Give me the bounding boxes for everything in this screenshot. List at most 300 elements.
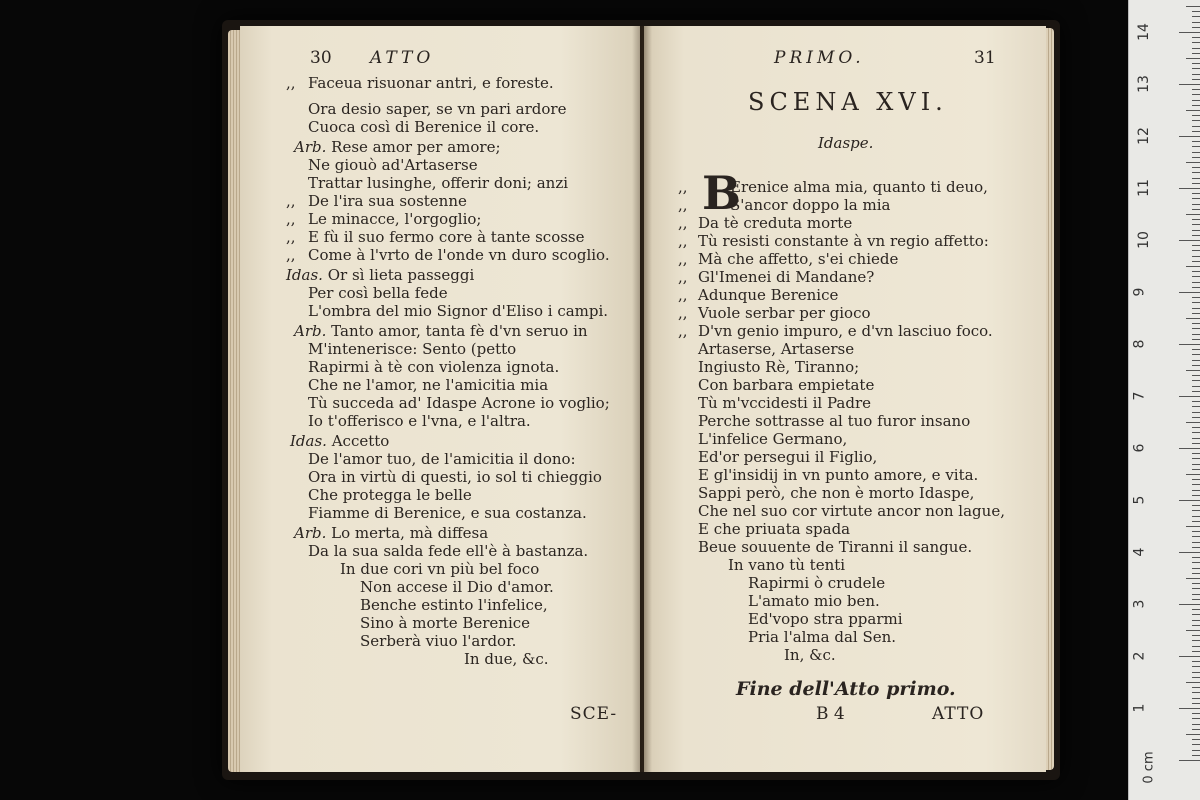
ruler-tick [1192, 401, 1200, 402]
left-verse-line [308, 504, 587, 522]
ruler-number: 11 [1135, 179, 1152, 197]
ruler-tick [1192, 42, 1200, 43]
ruler-number: 10 [1135, 231, 1152, 249]
ruler-tick [1192, 568, 1200, 569]
ruler-tick [1192, 469, 1200, 470]
ruler-tick [1186, 318, 1200, 319]
left-verse-line [308, 156, 478, 174]
ruler-tick [1192, 313, 1200, 314]
right-verse-line [698, 232, 989, 250]
right-catchword: ATTO [932, 704, 985, 724]
ruler-tick [1192, 235, 1200, 236]
ruler-tick [1179, 292, 1200, 293]
right-verse-line [748, 592, 880, 610]
ruler-tick [1192, 625, 1200, 626]
verse-text: Lo merta, mà diffesa [331, 524, 489, 542]
verse-text: E gl'insidij in vn punto amore, e vita. [698, 466, 979, 484]
left-verse-line [340, 560, 539, 578]
left-verse-line [308, 100, 566, 118]
verse-text: In due, &c. [464, 650, 549, 668]
verse-text: Gl'Imenei di Mandane? [698, 268, 875, 286]
ruler-tick [1192, 360, 1200, 361]
left-verse-line [308, 210, 481, 228]
right-line-quote-mark: ,, [678, 214, 688, 232]
right-verse-line [784, 646, 836, 664]
right-verse-line [748, 610, 903, 628]
ruler-tick [1192, 94, 1200, 95]
ruler-tick [1192, 308, 1200, 309]
right-verse-line [698, 322, 993, 340]
right-verse-line [698, 394, 871, 412]
verse-text: Benche estinto l'infelice, [360, 596, 548, 614]
ruler-tick [1192, 542, 1200, 543]
ruler-tick [1192, 412, 1200, 413]
left-page [240, 26, 640, 772]
verse-text: Rapirmi à tè con violenza ignota. [308, 358, 560, 376]
ruler-tick [1192, 583, 1200, 584]
right-line-quote-mark: ,, [678, 232, 688, 250]
ruler-tick [1179, 396, 1200, 397]
ruler-tick [1192, 458, 1200, 459]
right-verse-line [730, 196, 890, 214]
verse-text: In, &c. [784, 646, 836, 664]
ruler-tick [1179, 552, 1200, 553]
left-verse-line [308, 302, 608, 320]
verse-text: Beue souuente de Tiranni il sangue. [698, 538, 973, 556]
ruler-tick [1192, 256, 1200, 257]
ruler-tick [1186, 370, 1200, 371]
verse-text: Ora desio saper, se vn pari ardore [308, 100, 567, 118]
verse-text: Ed'or persegui il Figlio, [698, 448, 878, 466]
ruler-tick [1192, 391, 1200, 392]
verse-text: E fù il suo fermo core à tante scosse [308, 228, 585, 246]
ruler-tick [1192, 729, 1200, 730]
right-page-number: 31 [974, 48, 996, 68]
ruler-tick [1192, 635, 1200, 636]
verse-text: Tù m'vccidesti il Padre [698, 394, 871, 412]
right-verse-line [698, 538, 972, 556]
speaker-abbreviation: Idas. [286, 266, 328, 284]
ruler-tick [1192, 432, 1200, 433]
scene-title: SCENA XVI. [748, 88, 948, 116]
ruler-number: 13 [1135, 75, 1152, 93]
ruler-tick [1192, 724, 1200, 725]
right-verse-line [730, 178, 988, 196]
ruler-tick [1179, 656, 1200, 657]
left-catchword: SCE- [570, 704, 618, 724]
left-verse-line [308, 412, 531, 430]
ruler-tick [1192, 287, 1200, 288]
ruler-number: 2 [1131, 651, 1148, 661]
ruler-tick [1186, 474, 1200, 475]
verse-text: Da tè creduta morte [698, 214, 853, 232]
ruler-tick [1192, 120, 1200, 121]
ruler-tick [1192, 599, 1200, 600]
left-verse-line [308, 340, 516, 358]
right-running-head: PRIMO. [774, 48, 865, 68]
verse-text: In vano tù tenti [728, 556, 846, 574]
ruler-tick [1192, 380, 1200, 381]
ruler-tick [1192, 63, 1200, 64]
ruler-tick [1192, 698, 1200, 699]
ruler-tick [1192, 339, 1200, 340]
left-line-quote-mark: ,, [286, 210, 296, 228]
right-verse-line [698, 250, 898, 268]
ruler-tick [1192, 261, 1200, 262]
left-verse-line [464, 650, 549, 668]
ruler-number: 5 [1131, 495, 1148, 505]
ruler-tick [1192, 271, 1200, 272]
ruler-number: 6 [1131, 443, 1148, 453]
verse-text: Accetto [331, 432, 390, 450]
ruler-number: 12 [1135, 127, 1152, 145]
ruler-tick [1192, 672, 1200, 673]
ruler-number: 14 [1135, 23, 1152, 41]
left-verse-line [308, 468, 602, 486]
ruler-tick [1192, 224, 1200, 225]
left-line-quote-mark: ,, [286, 228, 296, 246]
left-verse-line [308, 228, 585, 246]
ruler-tick [1186, 526, 1200, 527]
left-verse-line [308, 118, 539, 136]
ruler-tick [1192, 547, 1200, 548]
ruler-tick [1179, 708, 1200, 709]
ruler-tick [1192, 126, 1200, 127]
verse-text: D'vn genio impuro, e d'vn lasciuo foco. [698, 322, 993, 340]
ruler-tick [1192, 744, 1200, 745]
verse-text: De l'ira sua sostenne [308, 192, 467, 210]
ruler-tick [1192, 417, 1200, 418]
ruler-tick [1192, 484, 1200, 485]
right-verse-line [728, 556, 845, 574]
verse-text: Fiamme di Berenice, e sua costanza. [308, 504, 587, 522]
ruler-number: 9 [1131, 287, 1148, 297]
ruler-tick [1192, 79, 1200, 80]
ruler-tick [1192, 354, 1200, 355]
ruler-tick [1192, 443, 1200, 444]
ruler-number: 4 [1131, 547, 1148, 557]
left-verse-line [360, 632, 516, 650]
right-verse-line [748, 628, 896, 646]
ruler-tick [1192, 640, 1200, 641]
ruler-tick [1186, 266, 1200, 267]
verse-text: Artaserse, Artaserse [698, 340, 855, 358]
verse-text: Da la sua salda fede ell'è à bastanza. [308, 542, 589, 560]
verse-text: Io t'offerisco e l'vna, e l'altra. [308, 412, 531, 430]
verse-text: Non accese il Dio d'amor. [360, 578, 554, 596]
ruler-tick [1192, 68, 1200, 69]
ruler-tick [1179, 500, 1200, 501]
verse-text: Che ne l'amor, ne l'amicitia mia [308, 376, 549, 394]
ruler-tick [1192, 375, 1200, 376]
right-verse-line [748, 574, 885, 592]
speaker-abbreviation: Arb. [294, 524, 332, 542]
verse-text: Tù resisti constante à vn regio affetto: [698, 232, 989, 250]
left-verse-line [286, 266, 474, 284]
ruler-tick [1186, 58, 1200, 59]
ruler-number: 8 [1131, 339, 1148, 349]
ruler-tick [1186, 682, 1200, 683]
ruler-tick [1192, 22, 1200, 23]
ruler-tick [1192, 427, 1200, 428]
ruler-tick [1192, 677, 1200, 678]
ruler-tick [1192, 230, 1200, 231]
verse-text: S'ancor doppo la mia [730, 196, 891, 214]
verse-text: L'ombra del mio Signor d'Eliso i campi. [308, 302, 609, 320]
ruler-tick [1192, 105, 1200, 106]
ruler-tick [1192, 495, 1200, 496]
verse-text: Per così bella fede [308, 284, 448, 302]
right-line-quote-mark: ,, [678, 322, 688, 340]
ruler-tick [1179, 136, 1200, 137]
ruler-tick [1179, 344, 1200, 345]
right-line-quote-mark: ,, [678, 304, 688, 322]
left-verse-line [308, 394, 610, 412]
right-verse-line [698, 412, 970, 430]
verse-text: L'infelice Germano, [698, 430, 848, 448]
left-verse-line [294, 524, 488, 542]
drop-cap: B [702, 166, 741, 220]
verse-text: Le minacce, l'orgoglio; [308, 210, 482, 228]
right-verse-line [698, 502, 1005, 520]
ruler-tick [1192, 53, 1200, 54]
left-verse-line [360, 578, 554, 596]
ruler-tick [1192, 594, 1200, 595]
ruler-tick [1192, 609, 1200, 610]
ruler-tick [1192, 614, 1200, 615]
ruler-number: 3 [1131, 599, 1148, 609]
right-verse-line [698, 448, 877, 466]
ruler-tick [1192, 620, 1200, 621]
ruler-tick [1192, 27, 1200, 28]
ruler-tick [1192, 198, 1200, 199]
verse-text: Serberà viuo l'ardor. [360, 632, 517, 650]
measuring-ruler [1128, 0, 1200, 800]
ruler-tick [1192, 209, 1200, 210]
ruler-tick [1192, 48, 1200, 49]
ruler-tick [1186, 162, 1200, 163]
verse-text: Che nel suo cor virtute ancor non lague, [698, 502, 1005, 520]
ruler-tick [1179, 84, 1200, 85]
ruler-tick [1192, 516, 1200, 517]
ruler-tick [1192, 692, 1200, 693]
right-verse-line [698, 358, 859, 376]
ruler-tick [1192, 157, 1200, 158]
ruler-tick [1192, 666, 1200, 667]
verse-text: Tù succeda ad' Idaspe Acrone io voglio; [308, 394, 610, 412]
ruler-tick [1192, 750, 1200, 751]
verse-text: In due cori vn più bel foco [340, 560, 540, 578]
left-running-head: ATTO [370, 48, 435, 68]
ruler-tick [1192, 204, 1200, 205]
ruler-tick [1192, 349, 1200, 350]
verse-text: Con barbara empietate [698, 376, 875, 394]
verse-text: E che priuata spada [698, 520, 851, 538]
ruler-tick [1192, 479, 1200, 480]
verse-text: Perche sottrasse al tuo furor insano [698, 412, 971, 430]
ruler-tick [1192, 172, 1200, 173]
verse-text: Come à l'vrto de l'onde vn duro scoglio. [308, 246, 610, 264]
verse-text: Faceua risuonar antri, e foreste. [308, 74, 554, 92]
left-verse-line [308, 358, 559, 376]
ruler-tick [1192, 739, 1200, 740]
ruler-tick [1186, 734, 1200, 735]
verse-text: Cuoca così di Berenice il core. [308, 118, 540, 136]
ruler-tick [1192, 557, 1200, 558]
ruler-tick [1192, 141, 1200, 142]
right-line-quote-mark: ,, [678, 250, 688, 268]
ruler-tick [1192, 646, 1200, 647]
ruler-tick [1192, 250, 1200, 251]
ruler-tick [1186, 578, 1200, 579]
ruler-tick [1192, 510, 1200, 511]
left-verse-line [308, 246, 610, 264]
right-verse-line [698, 430, 847, 448]
verse-text: De l'amor tuo, de l'amicitia il dono: [308, 450, 576, 468]
left-page-number: 30 [310, 48, 332, 68]
verse-text: Trattar lusinghe, offerir doni; anzi [308, 174, 569, 192]
ruler-tick [1192, 406, 1200, 407]
speaker-abbreviation: Arb. [294, 138, 332, 156]
act-end-note: Fine dell'Atto primo. [736, 678, 956, 700]
ruler-tick [1192, 74, 1200, 75]
right-verse-line [698, 376, 874, 394]
ruler-tick [1192, 100, 1200, 101]
verse-text: Vuole serbar per gioco [698, 304, 871, 322]
ruler-number: 7 [1131, 391, 1148, 401]
ruler-tick [1179, 448, 1200, 449]
ruler-tick [1192, 276, 1200, 277]
ruler-tick [1192, 703, 1200, 704]
ruler-tick [1192, 245, 1200, 246]
left-verse-line [308, 174, 568, 192]
ruler-number: 1 [1131, 703, 1148, 713]
left-verse-line [308, 192, 467, 210]
ruler-unit-label: 0 cm [1141, 751, 1157, 784]
verse-text: L'amato mio ben. [748, 592, 880, 610]
ruler-tick [1192, 11, 1200, 12]
left-verse-line [308, 74, 554, 92]
ruler-tick [1192, 37, 1200, 38]
ruler-tick [1192, 573, 1200, 574]
verse-text: Pria l'alma dal Sen. [748, 628, 897, 646]
ruler-tick [1186, 110, 1200, 111]
ruler-tick [1192, 453, 1200, 454]
left-verse-line [294, 138, 501, 156]
ruler-tick [1179, 32, 1200, 33]
left-verse-line [308, 486, 472, 504]
left-line-quote-mark: ,, [286, 192, 296, 210]
ruler-tick [1192, 588, 1200, 589]
left-verse-line [294, 322, 588, 340]
signature-mark: B 4 [816, 704, 845, 724]
ruler-tick [1192, 16, 1200, 17]
ruler-tick [1186, 422, 1200, 423]
left-line-quote-mark: ,, [286, 246, 296, 264]
scene-speaker: Idaspe. [818, 134, 874, 152]
right-verse-line [698, 214, 852, 232]
ruler-tick [1192, 193, 1200, 194]
verse-text: Rese amor per amore; [331, 138, 501, 156]
left-verse-line [360, 614, 530, 632]
left-verse-line [308, 542, 588, 560]
ruler-tick [1192, 464, 1200, 465]
ruler-tick [1192, 328, 1200, 329]
ruler-tick [1192, 661, 1200, 662]
left-verse-line [308, 450, 576, 468]
verse-text: M'intenerisce: Sento (petto [308, 340, 517, 358]
right-line-quote-mark: ,, [678, 196, 688, 214]
verse-text: Tanto amor, tanta fè d'vn seruo in [331, 322, 588, 340]
ruler-tick [1192, 386, 1200, 387]
ruler-tick [1186, 630, 1200, 631]
ruler-tick [1179, 604, 1200, 605]
ruler-tick [1192, 718, 1200, 719]
ruler-tick [1192, 323, 1200, 324]
verse-text: Mà che affetto, s'ei chiede [698, 250, 899, 268]
right-line-quote-mark: ,, [678, 286, 688, 304]
right-verse-line [698, 520, 850, 538]
ruler-tick [1192, 183, 1200, 184]
right-verse-line [698, 268, 874, 286]
left-verse-line [308, 284, 448, 302]
ruler-tick [1192, 178, 1200, 179]
right-verse-line [698, 466, 978, 484]
ruler-tick [1192, 219, 1200, 220]
ruler-tick [1192, 152, 1200, 153]
verse-text: Ed'vopo stra pparmi [748, 610, 903, 628]
verse-text: Ingiusto Rè, Tiranno; [698, 358, 860, 376]
ruler-tick [1192, 713, 1200, 714]
ruler-tick [1192, 334, 1200, 335]
ruler-tick [1192, 505, 1200, 506]
verse-text: Sappi però, che non è morto Idaspe, [698, 484, 975, 502]
verse-text: Sino à morte Berenice [360, 614, 531, 632]
right-verse-line [698, 340, 854, 358]
ruler-tick [1179, 760, 1200, 761]
verse-text: Ne giouò ad'Artaserse [308, 156, 478, 174]
speaker-abbreviation: Arb. [294, 322, 332, 340]
verse-text: Adunque Berenice [698, 286, 839, 304]
ruler-tick [1192, 282, 1200, 283]
left-verse-line [360, 596, 548, 614]
ruler-tick [1192, 89, 1200, 90]
ruler-tick [1192, 531, 1200, 532]
right-verse-line [698, 304, 871, 322]
right-verse-line [698, 286, 838, 304]
ruler-tick [1192, 365, 1200, 366]
speaker-abbreviation: Idas. [290, 432, 332, 450]
verse-text: Che protegga le belle [308, 486, 472, 504]
gutter-shadow [632, 26, 652, 772]
left-line-quote-mark: ,, [286, 74, 296, 92]
ruler-tick [1192, 302, 1200, 303]
right-verse-line [698, 484, 974, 502]
ruler-tick [1192, 536, 1200, 537]
ruler-tick [1192, 438, 1200, 439]
right-line-quote-mark: ,, [678, 268, 688, 286]
ruler-tick [1192, 651, 1200, 652]
verse-text: Or sì lieta passeggi [327, 266, 475, 284]
ruler-tick [1192, 131, 1200, 132]
left-verse-line [290, 432, 389, 450]
ruler-tick [1179, 188, 1200, 189]
ruler-tick [1192, 490, 1200, 491]
ruler-tick [1192, 755, 1200, 756]
ruler-tick [1179, 240, 1200, 241]
ruler-tick [1192, 521, 1200, 522]
verse-text: Erenice alma mia, quanto ti deuo, [730, 178, 988, 196]
